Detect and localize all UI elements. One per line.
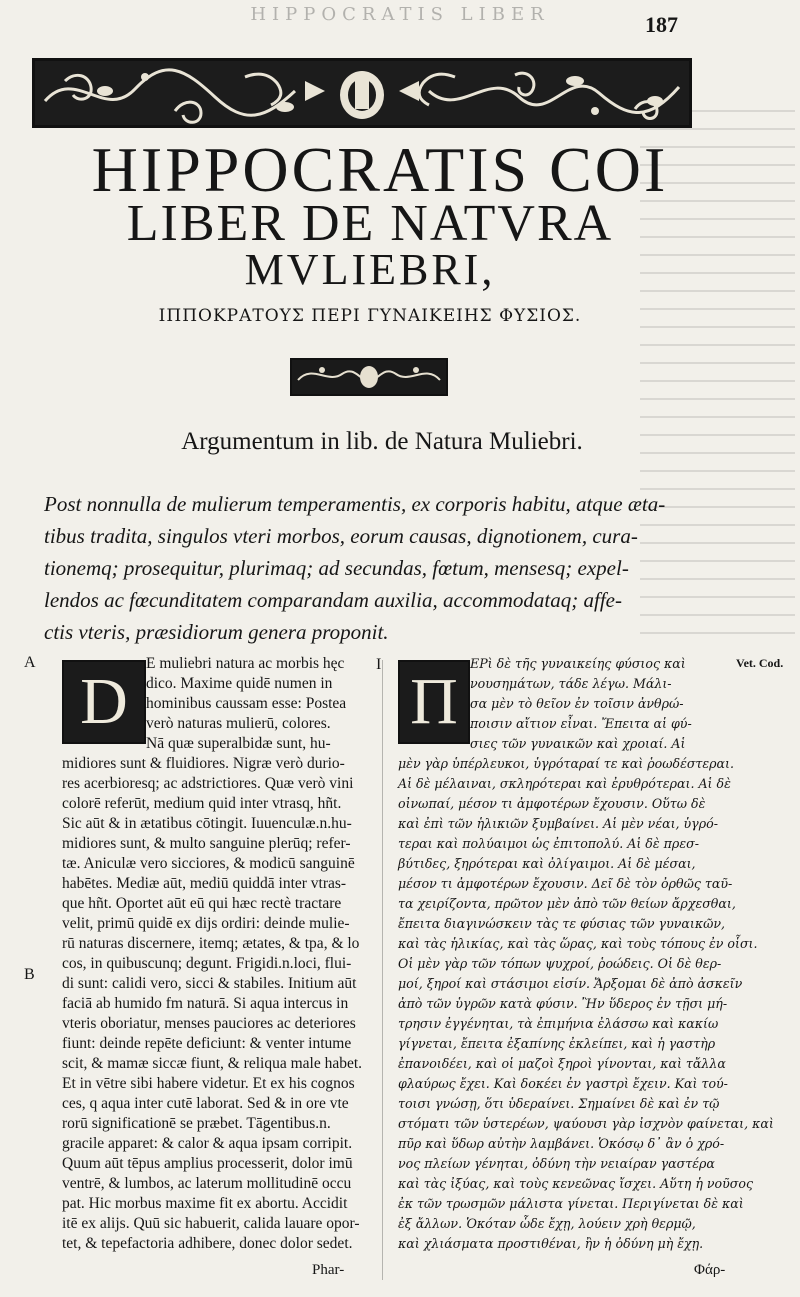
- latin-line: vteris oboriatur, menses pauciores ac deteriores: [62, 1015, 356, 1032]
- small-ornament: [290, 358, 448, 396]
- greek-line: σα μὲν τὸ θεῖον ἐν τοῖσιν ἀνθρώ-: [470, 696, 684, 711]
- running-head: HIPPOCRATIS LIBER: [250, 4, 550, 25]
- margin-letter-a: A: [24, 654, 36, 671]
- greek-line: στόματι τῶν ὑστερέων, ψαύουσι γὰρ ἰσχνὸν φαίνεται, καὶ: [398, 1116, 774, 1131]
- greek-line: γίγνεται, ἔπειτα ἐξαπίνης ἐκλείπει, καὶ ἡ γαστὴρ: [398, 1036, 716, 1051]
- latin-line: colorē referūt, medium quid inter vtrasq, hñt.: [62, 795, 342, 812]
- latin-line: velit, primū quidē ex dijs ordiri: deinde mulie-: [62, 915, 350, 932]
- greek-line: μέσον τι ἀμφοτέρων ἔχουσιν. Δεῖ δὲ τὸν ὀρθῶς ταῦ-: [398, 876, 733, 891]
- greek-catchword: Φάρ-: [694, 1262, 726, 1278]
- greek-line: Οἱ μὲν γὰρ τῶν τόπων ψυχροί, ῥοώδεις. Οἱ δὲ θερ-: [398, 956, 722, 971]
- title-line-3: MVLIEBRI,: [244, 245, 496, 294]
- greek-line: ΕΡὶ δὲ τῆς γυναικείης φύσιος καὶ: [470, 656, 686, 671]
- greek-line: βύτιδες, ξηρότεραι καὶ ὀλίγαιμοι. Αἱ δὲ μέσαι,: [398, 856, 696, 871]
- greek-drop-cap-letter: Π: [410, 665, 458, 738]
- greek-line: τα χειρίζοντα, πρῶτον μὲν ἀπὸ τῶν θείων ἄρχεσθαι,: [398, 896, 736, 911]
- ornamental-headpiece: [32, 58, 692, 128]
- greek-line: μὲν γὰρ ὑπέρλευκοι, ὑγρόταραί τε καὶ ῥοωδέστεραι.: [398, 756, 735, 771]
- latin-line: tet, & tepefactoria adhibere, donec dolor sedet.: [62, 1235, 353, 1252]
- latin-line: Quum aūt tēpus amplius processerit, dolor imū: [62, 1155, 353, 1172]
- latin-line: fiunt: deinde repēte deficiunt: & venter intume: [62, 1035, 352, 1052]
- title-line-2: LIBER DE NATVRA: [126, 195, 614, 252]
- latin-line: hominibus caussam esse: Postea: [146, 695, 347, 712]
- latin-line: ventrē, & lumbos, ac laterum mollitudinē occu: [62, 1175, 352, 1192]
- latin-line: faciā ab humido fm naturā. Si aqua intercus in: [62, 995, 349, 1012]
- greek-line: ποισιν αἴτιον εἶναι. Ἔπειτα αἱ φύ-: [470, 716, 692, 731]
- latin-line: Et in vētre sibi habere videtur. Et ex his cognos: [62, 1075, 355, 1092]
- greek-line: νουσημάτων, τάδε λέγω. Μάλι-: [470, 676, 672, 691]
- argument-line: lendos ac fœcunditatem comparandam auxilia, accommodataq; affe-: [44, 588, 622, 612]
- greek-line: ἔπειτα διαγινώσκειν τὰς τε φύσιας τῶν γυναικῶν,: [398, 916, 726, 931]
- greek-line: μοί, ξηροί καὶ στάσιμοι εἰσίν. Ἄρξομαι δὲ ἀπὸ ἀσκεῖν: [398, 976, 743, 991]
- greek-line: τοισι γνώσῃ, ὅτι ὑδεραίνει. Σημαίνει δὲ καὶ ἐν τῷ: [398, 1096, 720, 1111]
- greek-line: Αἱ δὲ μέλαιναι, σκληρότεραι καὶ ἐρυθρότεραι. Αἱ δὲ: [398, 776, 731, 791]
- latin-line: di sunt: calidi vero, sicci & stabiles. Initium aūt: [62, 975, 357, 992]
- greek-line: οἰνωπαί, μέσον τι ἀμφοτέρων ἔχουσιν. Οὕτω δὲ: [398, 796, 706, 811]
- column-divider: [382, 660, 383, 1280]
- latin-line: verò naturas mulierū, colores.: [146, 715, 331, 732]
- greek-line: πῦρ καὶ ὕδωρ αὐτὴν λαμβάνει. Ὁκόσῳ δ᾽ ἂν ὁ χρό-: [398, 1136, 725, 1151]
- latin-catchword: Phar-: [312, 1262, 345, 1278]
- argument-line: tibus tradita, singulos vteri morbos, eorum causas, dignotionem, cura-: [44, 524, 638, 548]
- greek-title: ΙΠΠΟΚΡΑΤΟΥΣ ΠΕΡΙ ΓΥΝΑΙΚΕΙΗΣ ΦΥΣΙΟΣ.: [158, 306, 582, 326]
- greek-line: ἀπὸ τῶν ὑγρῶν κατὰ φύσιν. Ἢν ὕδερος ἐν τῇσι μή-: [398, 996, 728, 1011]
- latin-line: itē ex alijs. Quū sic habuerit, calida lauare opor-: [62, 1215, 360, 1232]
- greek-line: φλαύρως ἔχει. Καὶ δοκέει ἐν γαστρὶ ἔχειν. Καὶ τού-: [398, 1076, 728, 1091]
- greek-line: ἐπανοιδέει, καὶ οἱ μαζοὶ ξηροὶ γίνονται, καὶ τἄλλα: [398, 1056, 726, 1071]
- fleuron-icon: [292, 360, 446, 394]
- title-line-1: HIPPOCRATIS COI: [91, 134, 669, 205]
- latin-line: pat. Hic morbus maxime fit ex abortu. Accidit: [62, 1195, 348, 1212]
- latin-line: rū naturas discernere, itemq; ætates, & tpa, & lo: [62, 935, 360, 952]
- latin-line: res acerbioresq; ac adstrictiores. Quæ verò vini: [62, 775, 354, 792]
- latin-line: rorū significationē se præbet. Tāgentibus.n.: [62, 1115, 331, 1132]
- latin-line: cos, in quibuscunq; degunt. Frigidi.n.loci, flui-: [62, 955, 352, 972]
- margin-letter-i: I: [376, 656, 382, 673]
- latin-line: ces, q aqua inter cutē laborat. Sed & in ore vte: [62, 1095, 349, 1112]
- greek-line: σιες τῶν γυναικῶν καὶ χροιαί. Αἱ: [470, 736, 686, 751]
- latin-line: que hñt. Oportet aūt eū qui hæc rectè tractare: [62, 895, 342, 912]
- margin-letter-b: B: [24, 966, 35, 983]
- greek-line: καὶ τὰς ἰξύας, καὶ τοὺς κενεῶνας ἴσχει. Αὕτη ἡ νοῦσος: [398, 1176, 754, 1191]
- argument-paragraph: [44, 488, 734, 648]
- argument-line: tionemq; prosequitur, plurimaq; ad secundas, fœtum, mensesq; expel-: [44, 556, 629, 580]
- argument-heading: Argumentum in lib. de Natura Muliebri.: [181, 428, 583, 455]
- greek-line: καὶ τὰς ἡλικίας, καὶ τὰς ὥρας, καὶ τοὺς τόπους ἐν οἷσι.: [398, 936, 758, 951]
- greek-line: τεραι καὶ πολύαιμοι ὡς ἐπιτοπολύ. Αἱ δὲ πρεσ-: [398, 836, 699, 851]
- greek-line: καὶ ἐπὶ τῶν ἡλικιῶν ξυμβαίνει. Αἱ μὲν νέαι, ὑγρό-: [398, 816, 718, 831]
- latin-line: E muliebri natura ac morbis hęc: [146, 655, 345, 672]
- latin-line: tæ. Aniculæ vero sicciores, & modicū sanguinē: [62, 855, 355, 872]
- page-number: 187: [645, 12, 678, 37]
- latin-line: Nā quæ superalbidæ sunt, hu-: [146, 735, 331, 752]
- headpiece-scrollwork-icon: [35, 61, 689, 125]
- latin-line: habētes. Mediæ aūt, mediū quiddā inter vtras-: [62, 875, 347, 892]
- latin-line: Sic aūt & in ætatibus cōtingit. Iuuenculæ.n.hu-: [62, 815, 352, 832]
- latin-column: [62, 654, 368, 1254]
- latin-line: midiores sunt & fluidiores. Nigræ verò durio-: [62, 755, 345, 772]
- argument-line: ctis vteris, præsidiorum genera proponit.: [44, 620, 389, 644]
- greek-line: ἐκ τῶν τρωσμῶν μάλιστα γίνεται. Περιγίνεται δὲ καὶ: [398, 1196, 744, 1211]
- latin-line: midiores sunt, & multo sanguine plerūq; refer-: [62, 835, 351, 852]
- greek-line: τρησιν ἐγγένηται, τὰ ἐπιμήνια ἐλάσσω καὶ κακίω: [398, 1016, 719, 1031]
- greek-line: καὶ χλιάσματα προστιθέναι, ἢν ἡ ὀδύνη μὴ ἔχῃ.: [398, 1236, 704, 1251]
- margin-note-vet-cod: Vet. Cod.: [736, 656, 784, 670]
- argument-line: Post nonnulla de mulierum temperamentis, ex corporis habitu, atque æta-: [44, 492, 666, 516]
- greek-line: νος πλείων γένηται, ὀδύνη τὴν νειαίραν γαστέρα: [398, 1156, 715, 1171]
- latin-line: scit, & mamæ siccæ fiunt, & reliqua male habet.: [62, 1055, 363, 1072]
- greek-line: ἐξ ἄλλων. Ὁκόταν ὧδε ἔχῃ, λούειν χρὴ θερμῷ,: [398, 1216, 696, 1231]
- latin-line: dico. Maxime quidē numen in: [146, 675, 333, 692]
- latin-line: gracile apparet: & calor & aqua ipsam corripit.: [62, 1135, 353, 1152]
- latin-drop-cap-letter: D: [80, 665, 128, 738]
